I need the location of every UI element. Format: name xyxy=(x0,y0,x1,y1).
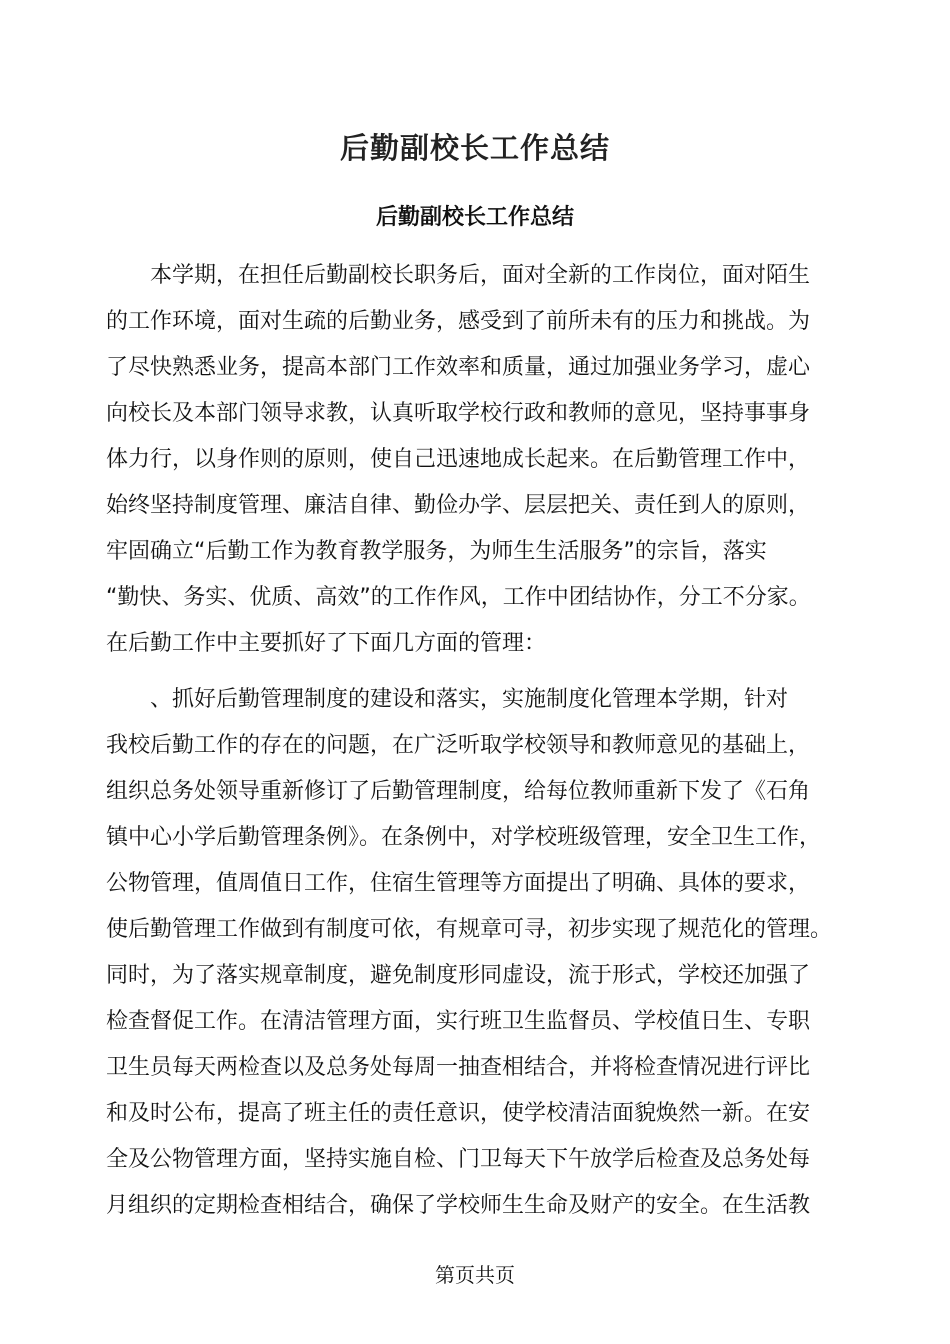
text-line: 检查督促工作。在清洁管理方面，实行班卫生监督员、学校值日生、专职 xyxy=(106,1009,811,1034)
text-line: 体力行，以身作则的原则，使自己迅速地成长起来。在后勤管理工作中， xyxy=(106,447,811,472)
document-title: 后勤副校长工作总结 xyxy=(339,131,610,165)
text-line: 全及公物管理方面，坚持实施自检、门卫每天下午放学后检查及总务处每 xyxy=(106,1147,811,1172)
text-line: 月组织的定期检查相结合，确保了学校师生生命及财产的安全。在生活教 xyxy=(106,1193,811,1218)
text-line: 组织总务处领导重新修订了后勤管理制度，给每位教师重新下发了《石角 xyxy=(106,779,811,804)
text-line: 在后勤工作中主要抓好了下面几方面的管理： xyxy=(106,631,547,656)
text-line: 镇中心小学后勤管理条例》。在条例中，对学校班级管理，安全卫生工作， xyxy=(106,825,822,850)
text-line: 始终坚持制度管理、廉洁自律、勤俭办学、层层把关、责任到人的原则， xyxy=(106,493,811,518)
text-line: 同时，为了落实规章制度，避免制度形同虚设，流于形式，学校还加强了 xyxy=(106,963,811,988)
text-line: 我校后勤工作的存在的问题，在广泛听取学校领导和教师意见的基础上， xyxy=(106,733,811,758)
text-line: 了尽快熟悉业务，提高本部门工作效率和质量，通过加强业务学习，虚心 xyxy=(106,355,811,380)
text-line: 牢固确立“后勤工作为教育教学服务，为师生生活服务”的宗旨，落实 xyxy=(106,539,767,564)
paragraph-management-system xyxy=(106,677,846,1229)
document-subtitle: 后勤副校长工作总结 xyxy=(375,205,574,230)
paragraph-intro xyxy=(106,253,846,667)
text-line: 本学期，在担任后勤副校长职务后，面对全新的工作岗位，面对陌生 xyxy=(106,263,811,288)
document-body xyxy=(106,253,846,1229)
text-line: 的工作环境，面对生疏的后勤业务，感受到了前所未有的压力和挑战。为 xyxy=(106,309,811,334)
text-line: 使后勤管理工作做到有制度可依，有规章可寻，初步实现了规范化的管理。 xyxy=(106,917,833,942)
text-line: 向校长及本部门领导求教，认真听取学校行政和教师的意见，坚持事事身 xyxy=(106,401,811,426)
text-line: 、抓好后勤管理制度的建设和落实，实施制度化管理本学期，针对 xyxy=(106,687,789,712)
text-line: “勤快、务实、优质、高效”的工作作风，工作中团结协作，分工不分家。 xyxy=(106,585,811,610)
text-line: 公物管理，值周值日工作，住宿生管理等方面提出了明确、具体的要求， xyxy=(106,871,811,896)
text-line: 卫生员每天两检查以及总务处每周一抽查相结合，并将检查情况进行评比 xyxy=(106,1055,811,1080)
paragraph-gap xyxy=(106,667,846,677)
text-line: 和及时公布，提高了班主任的责任意识，使学校清洁面貌焕然一新。在安 xyxy=(106,1101,811,1126)
page-footer: 第页共页 xyxy=(435,1263,515,1287)
